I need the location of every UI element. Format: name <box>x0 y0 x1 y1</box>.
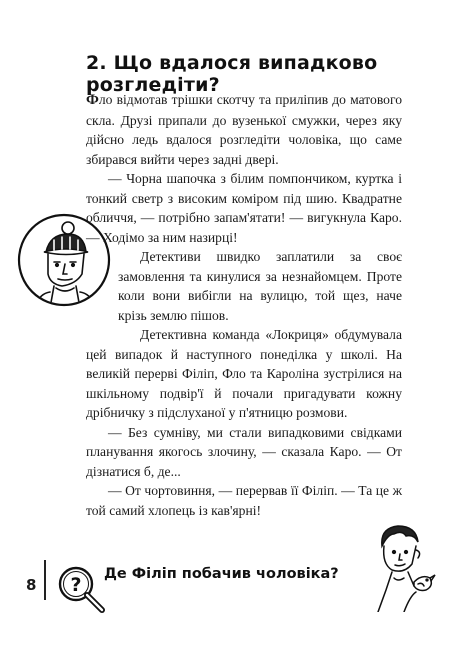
chapter-question: Де Філіп побачив чоловіка? <box>104 566 339 582</box>
drop-cap: Ф <box>86 92 99 108</box>
paragraph-2: — Чорна шапочка з білим помпончиком, куртка і тонкий светр з високим коміром під шию. Квадратне обличчя, — потрібно запам'ятати! — вигукнула Каро. — Ходімо за ним назирці! <box>86 171 402 245</box>
paragraph-4: Детективна команда «Локриця» обдумувала цей випадок й наступного понеділка у школі. На великій перерві Філіп, Фло та Кароліна зустрілися на шкільному подвір'ї й почали пригадувати кожну дрібничку з підслуханої у п'ятницю розмови. <box>86 327 402 420</box>
chapter-title: 2. Що вдалося випадково розгледіти? <box>86 52 378 96</box>
magnifier-question-icon <box>54 562 108 616</box>
portrait-wrap-space <box>16 249 112 341</box>
paragraph-1: Фло відмотав трішки скотчу та приліпив до матового скла. Друзі припали до вузенької смужки, через яку дійсно ледь вдалося розгледіти чоловіка, що саме збирався вийти через задні двері. <box>86 92 402 167</box>
paragraph-6: — От чортовиння, — перервав її Філіп. — Та це ж той самий хлопець із кав'ярні! <box>86 483 402 518</box>
footer-divider <box>44 560 46 600</box>
paragraph-5: — Без сумніву, ми стали випадковими свідками планування якогось злочину, — сказала Каро. — От дізнатися б, де... <box>86 424 402 479</box>
story-text <box>86 90 402 520</box>
question-mark-glyph: ? <box>70 574 82 596</box>
paragraph-3: Детективи швидко заплатили за своє замовлення та кинулися за незнайомцем. Проте коли вони вибігли на вулицю, той щез, наче крізь землю пішов. <box>86 247 402 325</box>
boy-with-bird-illustration-icon <box>364 520 436 612</box>
page-number: 8 <box>26 576 37 594</box>
